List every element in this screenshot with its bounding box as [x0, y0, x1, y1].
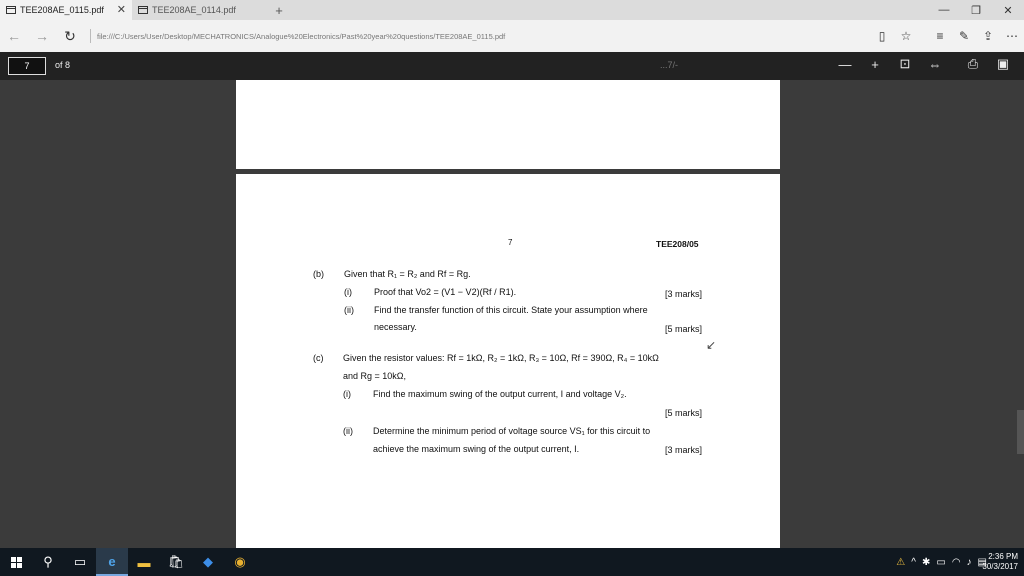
task-view-icon[interactable]: ▭: [73, 554, 87, 569]
search-icon[interactable]: ⚲: [43, 554, 53, 569]
zoom-out-icon[interactable]: —: [838, 56, 852, 72]
question-b-ii-label: (ii): [344, 305, 354, 315]
course-code: TEE208/05: [656, 239, 699, 249]
previous-page: [236, 80, 780, 169]
question-c-stem2: and Rg = 10kΩ,: [343, 371, 407, 381]
question-c-i-marks: [5 marks]: [664, 408, 702, 418]
question-c-i-text: Find the maximum swing of the output current, I and voltage V₂.: [373, 389, 627, 399]
back-icon[interactable]: ←: [7, 28, 21, 44]
taskbar: [0, 548, 1024, 576]
page-number-input[interactable]: 7: [8, 57, 46, 75]
minimize-icon[interactable]: —: [938, 4, 950, 16]
wifi-icon[interactable]: ◠: [951, 556, 961, 568]
page-count: of 8: [55, 60, 71, 70]
question-b-i-text: Proof that Vo2 = (V1 − V2)(Rf / R1).: [374, 287, 517, 297]
page-icon: [138, 6, 148, 14]
tab-tee208ae-0114[interactable]: [132, 0, 264, 20]
pdf-page: [236, 174, 780, 549]
question-c-stem1: Given the resistor values: Rf = 1kΩ, R₂ = 1kΩ, R₃ = 10Ω, Rf = 390Ω, R₄ = 10kΩ: [343, 353, 659, 363]
question-c-label: (c): [313, 353, 324, 363]
start-button[interactable]: [0, 548, 32, 576]
question-c-ii-marks: [3 marks]: [664, 445, 702, 455]
more-icon[interactable]: ⋯: [1006, 29, 1018, 43]
divider: [90, 29, 91, 43]
question-b-i-label: (i): [344, 287, 352, 297]
address-bar: [0, 20, 1024, 52]
tab-tee208ae-0115[interactable]: [0, 0, 132, 20]
tray-app-icon[interactable]: ✱: [921, 556, 931, 568]
scrollbar-thumb[interactable]: [1017, 410, 1024, 454]
question-b-stem: Given that R₁ = R₂ and Rf = Rg.: [344, 269, 471, 279]
notification-icon[interactable]: ▤: [977, 556, 987, 568]
clock[interactable]: [982, 552, 1018, 572]
pdf-toolbar: [0, 52, 1024, 80]
reading-view-icon[interactable]: ▯: [878, 29, 886, 43]
hub-icon[interactable]: ≡: [936, 29, 944, 43]
close-window-icon[interactable]: ✕: [1003, 4, 1013, 17]
new-tab-button[interactable]: +: [275, 2, 283, 18]
zoom-in-icon[interactable]: +: [871, 56, 879, 72]
restore-icon[interactable]: ❐: [971, 4, 981, 17]
previous-page-mark: ...7/-: [660, 60, 679, 70]
favorite-star-icon[interactable]: ☆: [900, 29, 912, 43]
question-b-i-marks: [3 marks]: [664, 289, 702, 299]
question-c-ii-label: (ii): [343, 426, 353, 436]
clock-date: 30/3/2017: [982, 562, 1018, 571]
pdf-tools: [830, 56, 1018, 72]
store-icon[interactable]: 🛍: [167, 554, 185, 569]
volume-icon[interactable]: ♪: [966, 556, 972, 568]
url-field[interactable]: file:///C:/Users/User/Desktop/MECHATRONICS/Analogue%20Electronics/Past%20year%20questions/TEE208AE_0115.pdf: [97, 31, 506, 41]
question-c-ii-text1: Determine the minimum period of voltage source VS₁ for this circuit to: [373, 426, 651, 436]
tab-label: TEE208AE_0114.pdf: [152, 5, 236, 15]
question-b-label: (b): [313, 269, 324, 279]
fit-page-icon[interactable]: ⊡: [899, 56, 911, 71]
question-c-i-label: (i): [343, 389, 351, 399]
windows-logo-icon: [11, 557, 22, 568]
close-tab-icon[interactable]: ✕: [116, 4, 126, 16]
refresh-icon[interactable]: ↻: [64, 27, 76, 44]
question-b-ii-text2: necessary.: [374, 322, 417, 332]
page-icon: [6, 6, 16, 14]
tab-bar: [0, 0, 1024, 20]
question-b-ii-text1: Find the transfer function of this circuit. State your assumption where: [374, 305, 648, 315]
save-icon[interactable]: ▣: [996, 56, 1010, 71]
print-icon[interactable]: ⎙: [967, 56, 979, 71]
handwritten-arrow-icon: ↙: [706, 338, 717, 352]
network-warning-icon[interactable]: ⚠: [896, 556, 906, 568]
question-c-ii-text2: achieve the maximum swing of the output current, I.: [373, 444, 580, 454]
share-icon[interactable]: ⇪: [982, 29, 994, 43]
show-hidden-icons[interactable]: ^: [911, 556, 916, 568]
fit-width-icon[interactable]: ⇔: [928, 56, 942, 72]
dropbox-icon[interactable]: ◆: [203, 554, 213, 569]
page-number: 7: [508, 238, 513, 247]
web-note-icon[interactable]: ✎: [958, 29, 970, 43]
question-b-ii-marks: [5 marks]: [664, 324, 702, 334]
chrome-icon[interactable]: ◉: [234, 554, 246, 569]
file-explorer-icon[interactable]: ▬: [137, 554, 151, 570]
battery-icon[interactable]: ▭: [936, 556, 946, 568]
edge-icon[interactable]: e: [96, 548, 128, 576]
window-controls: [928, 0, 1024, 20]
tab-label: TEE208AE_0115.pdf: [20, 5, 104, 15]
forward-icon[interactable]: →: [35, 28, 49, 44]
clock-time: 2:36 PM: [988, 552, 1018, 561]
system-tray: [893, 548, 990, 576]
address-actions: [870, 29, 1024, 43]
